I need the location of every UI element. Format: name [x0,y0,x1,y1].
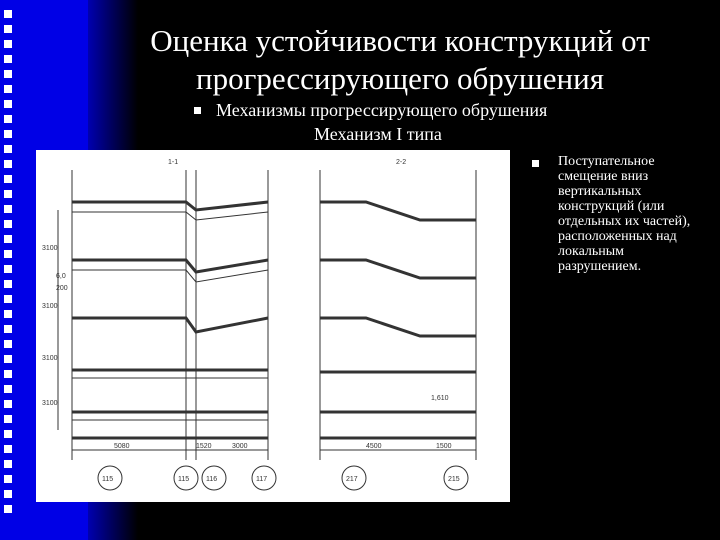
section-label-right: 2-2 [396,159,407,166]
height-label: 3100 [42,245,58,252]
dim-label: 3000 [232,443,248,450]
height-label: 3100 [42,400,58,407]
axis-label: 115 [102,476,114,483]
height-label: 3100 [42,355,58,362]
mechanism-subtitle: Механизм I типа [314,124,442,144]
height-label: 3100 [42,303,58,310]
axis-label: 115 [178,476,190,483]
section-label-left: 1-1 [168,159,179,166]
bullet-icon [194,107,201,114]
square-pattern [4,10,18,530]
dim-label: 4500 [366,443,382,450]
axis-label: 215 [448,476,460,483]
axis-label: 116 [206,476,218,483]
bullet-main-text: Механизмы прогрессирующего обрушения [216,100,548,120]
side-description: Поступательное смещение вниз вертикальных конструкций (или отдельных их частей), расположенных над локальным разрушением. [558,154,691,274]
axis-label: 217 [346,476,358,483]
slide-title: Оценка устойчивости конструкций от прогрессирующего обрушения [150,23,650,96]
mark-label: 1,610 [431,395,449,402]
dim-label: 1500 [436,443,452,450]
structure-drawing [36,150,510,502]
bullet-icon [532,160,539,167]
mark-label: 6,0 [56,273,66,280]
mark-label: 200 [56,285,68,292]
dim-label: 1520 [196,443,212,450]
dim-label: 5080 [114,443,130,450]
axis-label: 117 [256,476,268,483]
